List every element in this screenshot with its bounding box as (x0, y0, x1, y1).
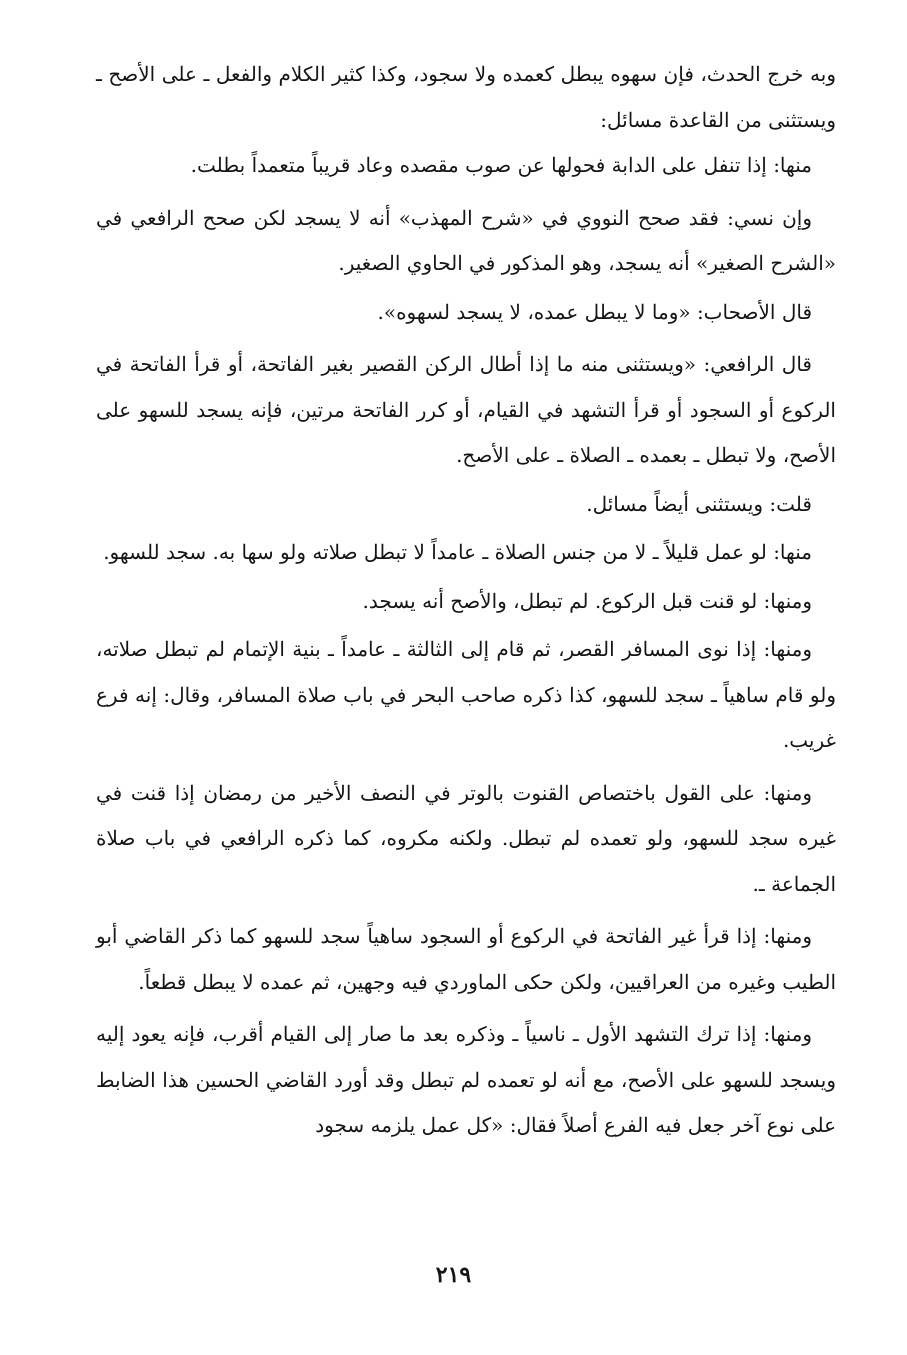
paragraph-7: منها: لو عمل قليلاً ـ لا من جنس الصلاة ـ عامداً لا تبطل صلاته ولو سها به. سجد للسهو. (103, 540, 812, 564)
paragraph-10: ومنها: على القول باختصاص القنوت بالوتر في النصف الأخير من رمضان إذا قنت في غيره سجد للسهو، ولو تعمده لم تبطل. ولكنه مكروه، كما ذكره الرافعي في باب صلاة الجماعة ـ. (96, 780, 836, 896)
paragraph-4: قال الأصحاب: «وما لا يبطل عمده، لا يسجد لسهوه». (377, 299, 812, 324)
paragraph-12: ومنها: إذا ترك التشهد الأول ـ ناسياً ـ وذكره بعد ما صار إلى القيام أقرب، فإنه يعود إليه ويسجد للسهو على الأصح، مع أنه لو تعمده لم تبطل وقد أورد القاضي الحسين هذا الضابط على نوع آخر جعل فيه الفرع أصلاً فقال: «كل عمل يلزمه سجود (96, 1022, 836, 1137)
page-number: ٢١٩ (435, 1262, 472, 1288)
paragraph-1: وبه خرج الحدث، فإن سهوه يبطل كعمده ولا سجود، وكذا كثير الكلام والفعل ـ على الأصح ـ ويستثنى من القاعدة مسائل: (96, 62, 836, 132)
paragraph-2: منها: إذا تنفل على الدابة فحولها عن صوب مقصده وعاد قريباً متعمداً بطلت. (190, 153, 812, 177)
paragraph-5: قال الرافعي: «ويستثنى منه ما إذا أطال الركن القصير بغير الفاتحة، أو قرأ الفاتحة في الركوع أو السجود أو قرأ التشهد في القيام، أو كرر الفاتحة مرتين، فإنه يسجد للسهو على الأصح، ولا تبطل ـ بعمده ـ الصلاة ـ على الأصح. (96, 352, 836, 467)
paragraph-11: ومنها: إذا قرأ غير الفاتحة في الركوع أو السجود ساهياً سجد للسهو كما ذكر القاضي أبو الطيب وغيره من العراقيين، ولكن حكى الماوردي فيه وجهين، ثم عمده لا يبطل قطعاً. (96, 924, 836, 994)
paragraph-3: وإن نسي: فقد صحح النووي في «شرح المهذب» أنه لا يسجد لكن صحح الرافعي في «الشرح الصغير» أنه يسجد، وهو المذكور في الحاوي الصغير. (96, 205, 836, 275)
paragraph-6: قلت: ويستثنى أيضاً مسائل. (586, 491, 812, 516)
paragraph-8: ومنها: لو قنت قبل الركوع. لم تبطل، والأصح أنه يسجد. (362, 588, 812, 613)
page-body (96, 52, 836, 1149)
paragraph-9: ومنها: إذا نوى المسافر القصر، ثم قام إلى الثالثة ـ عامداً ـ بنية الإتمام لم تبطل صلاته، ولو قام ساهياً ـ سجد للسهو، كذا ذكره صاحب البحر في باب صلاة المسافر، وقال: إنه فرع غريب. (96, 637, 836, 752)
